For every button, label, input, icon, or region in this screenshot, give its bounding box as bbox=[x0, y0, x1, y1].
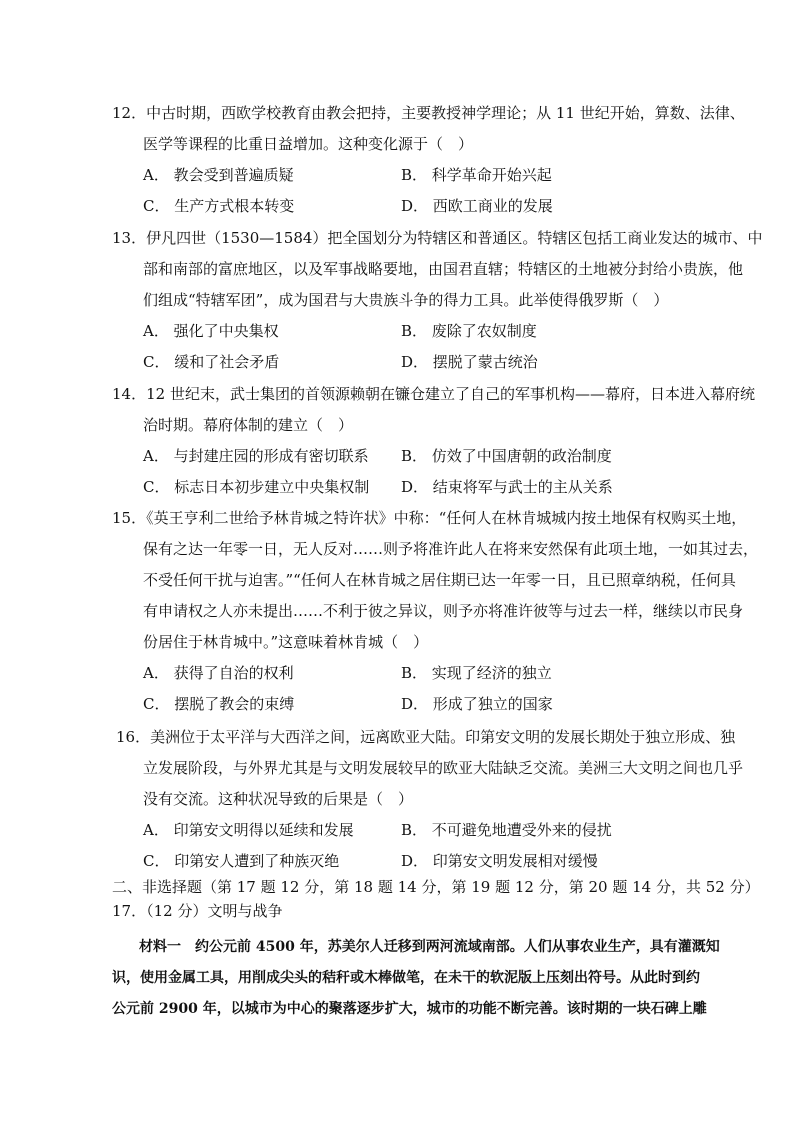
question-text-line: 没有交流。这种状况导致的后果是（ ） bbox=[143, 790, 414, 808]
question-text-line: 15．《英王亨利二世给予林肯城之特许状》中称：“任何人在林肯城城内按土地保有权购买土地， bbox=[112, 509, 747, 527]
question-text-line: 14．12 世纪末，武士集团的首领源赖朝在镰仓建立了自己的军事机构——幕府，日本进入幕府统 bbox=[112, 385, 755, 403]
option-a[interactable]: A． 与封建庄园的形成有密切联系 bbox=[143, 447, 369, 465]
option-b[interactable]: B． 废除了农奴制度 bbox=[401, 322, 537, 340]
option-d[interactable]: D． 印第安文明发展相对缓慢 bbox=[401, 852, 598, 870]
option-a[interactable]: A． 印第安文明得以延续和发展 bbox=[143, 821, 354, 839]
question-text-line: 治时期。幕府体制的建立（ ） bbox=[143, 416, 354, 434]
option-c[interactable]: C． 缓和了社会矛盾 bbox=[143, 353, 280, 371]
option-a[interactable]: A． 教会受到普遍质疑 bbox=[143, 166, 294, 184]
question-text-line: 保有之达一年零一日，无人反对……则予将准许此人在将来安然保有此项土地，一如其过去， bbox=[143, 540, 759, 558]
options-row bbox=[112, 160, 712, 191]
question-13 bbox=[112, 223, 763, 378]
options-row bbox=[116, 815, 716, 846]
question-text-line: 不受任何干扰与迫害。”“任何人在林肯城之居住期已达一年零一日，且已照章纳税，任何具 bbox=[143, 571, 736, 589]
option-c[interactable]: C． 生产方式根本转变 bbox=[143, 197, 295, 215]
option-c[interactable]: C． 印第安人遭到了种族灭绝 bbox=[143, 852, 340, 870]
question-text-line: 立发展阶段，与外界尤其是与文明发展较早的欧亚大陆缺乏交流。美洲三大文明之间也几乎 bbox=[143, 759, 744, 777]
option-a[interactable]: A． 强化了中央集权 bbox=[143, 322, 279, 340]
options-row bbox=[112, 472, 712, 503]
question-text-line: 份居住于林肯城中。”这意味着林肯城（ ） bbox=[143, 633, 429, 651]
option-d[interactable]: D． 结束将军与武士的主从关系 bbox=[401, 478, 613, 496]
options-row bbox=[112, 316, 712, 347]
section-heading: 二、非选择题（第 17 题 12 分，第 18 题 14 分，第 19 题 12 分，第 20 题 14 分，共 52 分） bbox=[112, 878, 760, 896]
options-row bbox=[116, 846, 716, 877]
question-17-heading: 17．（12 分）文明与战争 bbox=[112, 902, 283, 920]
question-text-line: 12．中古时期，西欧学校教育由教会把持，主要教授神学理论；从 11 世纪开始，算数、法律、 bbox=[112, 104, 745, 122]
option-b[interactable]: B． 实现了经济的独立 bbox=[401, 664, 552, 682]
question-text-line: 13．伊凡四世（1530—1584）把全国划分为特辖区和普通区。特辖区包括工商业发达的城市、中 bbox=[112, 229, 763, 247]
option-d[interactable]: D． 形成了独立的国家 bbox=[401, 695, 553, 713]
options-row bbox=[112, 441, 712, 472]
material-line: 材料一 约公元前 4500 年，苏美尔人迁移到两河流域南部。人们从事农业生产，具有灌溉知 bbox=[139, 939, 720, 955]
option-a[interactable]: A． 获得了自治的权利 bbox=[143, 664, 294, 682]
options-row bbox=[112, 191, 712, 222]
question-text-line: 们组成“特辖军团”，成为国君与大贵族斗争的得力工具。此举使得俄罗斯（ ） bbox=[143, 291, 669, 309]
option-d[interactable]: D． 摆脱了蒙古统治 bbox=[401, 353, 538, 371]
material-one bbox=[112, 932, 720, 1025]
question-text-line: 有申请权之人亦未提出……不利于彼之异议，则予亦将准许彼等与过去一样，继续以市民身 bbox=[143, 602, 744, 620]
question-text-line: 16．美洲位于太平洋与大西洋之间，远离欧亚大陆。印第安文明的发展长期处于独立形成、独 bbox=[116, 728, 736, 746]
question-text-line: 部和南部的富庶地区，以及军事战略要地，由国君直辖；特辖区的土地被分封给小贵族，他 bbox=[143, 260, 744, 278]
question-12 bbox=[112, 98, 745, 222]
options-row bbox=[112, 689, 712, 720]
material-line: 识，使用金属工具，用削成尖头的秸秆或木棒做笔，在未干的软泥版上压刻出符号。从此时到约 bbox=[112, 970, 700, 986]
question-text-line: 医学等课程的比重日益增加。这种变化源于（ ） bbox=[143, 135, 474, 153]
options-row bbox=[112, 658, 712, 689]
option-d[interactable]: D． 西欧工商业的发展 bbox=[401, 197, 553, 215]
question-15 bbox=[112, 503, 759, 720]
option-c[interactable]: C． 摆脱了教会的束缚 bbox=[143, 695, 295, 713]
options-row bbox=[112, 347, 712, 378]
option-b[interactable]: B． 仿效了中国唐朝的政治制度 bbox=[401, 447, 612, 465]
question-16 bbox=[116, 722, 744, 877]
option-b[interactable]: B． 科学革命开始兴起 bbox=[401, 166, 552, 184]
option-c[interactable]: C． 标志日本初步建立中央集权制 bbox=[143, 478, 370, 496]
material-line: 公元前 2900 年，以城市为中心的聚落逐步扩大，城市的功能不断完善。该时期的一块石碑上雕 bbox=[112, 1001, 707, 1017]
question-14 bbox=[112, 379, 755, 503]
option-b[interactable]: B． 不可避免地遭受外来的侵扰 bbox=[401, 821, 612, 839]
